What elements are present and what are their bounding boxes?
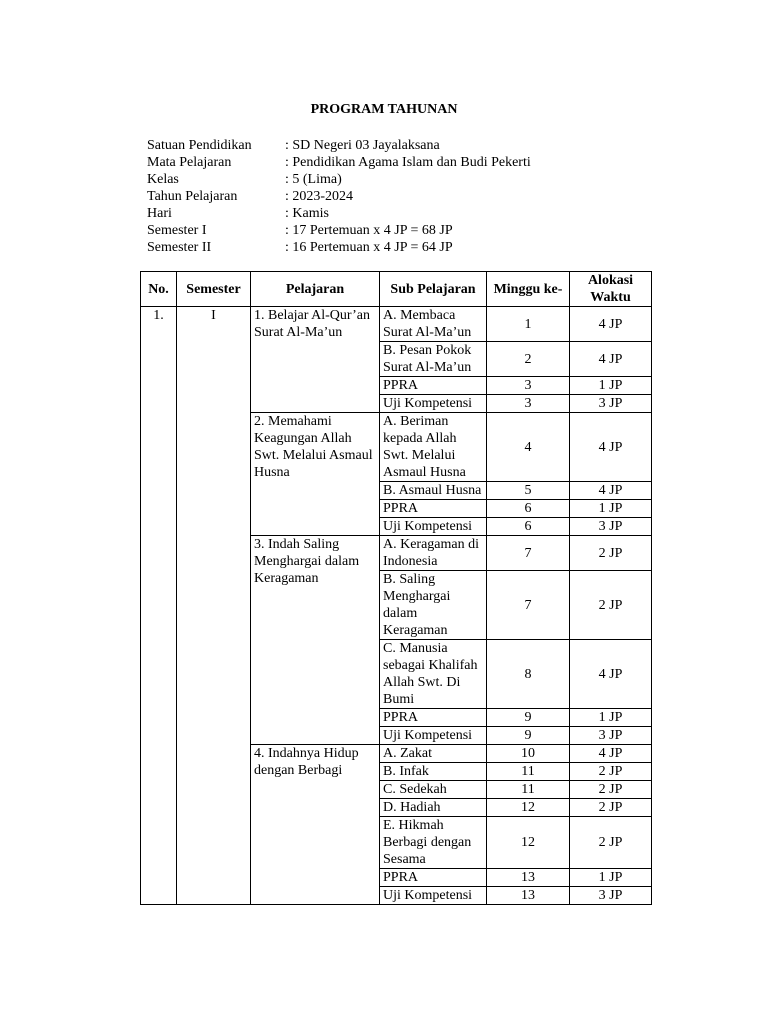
meta-label: Hari bbox=[147, 206, 172, 221]
week-cell: 7 bbox=[487, 571, 570, 640]
sub-lesson: PPRA bbox=[380, 500, 487, 518]
time-cell: 4 JP bbox=[570, 482, 652, 500]
meta-value: : Pendidikan Agama Islam dan Budi Pekerti bbox=[285, 155, 531, 170]
week-cell: 13 bbox=[487, 869, 570, 887]
meta-label: Semester II bbox=[147, 240, 212, 255]
time-cell: 1 JP bbox=[570, 500, 652, 518]
header-pelajaran: Pelajaran bbox=[251, 272, 380, 307]
sub-lesson: Uji Kompetensi bbox=[380, 518, 487, 536]
time-cell: 3 JP bbox=[570, 518, 652, 536]
sub-lesson: B. Pesan Pokok Surat Al-Ma’un bbox=[380, 342, 487, 377]
meta-value: : 5 (Lima) bbox=[285, 172, 342, 187]
week-cell: 12 bbox=[487, 799, 570, 817]
meta-row bbox=[147, 239, 531, 256]
week-cell: 9 bbox=[487, 727, 570, 745]
time-cell: 4 JP bbox=[570, 745, 652, 763]
time-cell: 4 JP bbox=[570, 413, 652, 482]
meta-value: : Kamis bbox=[285, 206, 329, 221]
sub-lesson: Uji Kompetensi bbox=[380, 727, 487, 745]
sub-lesson: Uji Kompetensi bbox=[380, 395, 487, 413]
sub-lesson: PPRA bbox=[380, 709, 487, 727]
meta-label: Tahun Pelajaran bbox=[147, 189, 238, 204]
time-cell: 1 JP bbox=[570, 709, 652, 727]
meta-row bbox=[147, 205, 531, 222]
sub-lesson: B. Asmaul Husna bbox=[380, 482, 487, 500]
semester-cell: I bbox=[177, 307, 251, 905]
time-cell: 1 JP bbox=[570, 869, 652, 887]
table-row bbox=[141, 307, 652, 342]
header-sub-pelajaran: Sub Pelajaran bbox=[380, 272, 487, 307]
time-cell: 2 JP bbox=[570, 571, 652, 640]
header-semester: Semester bbox=[177, 272, 251, 307]
week-cell: 1 bbox=[487, 307, 570, 342]
document-title: PROGRAM TAHUNAN bbox=[310, 102, 458, 117]
sub-lesson: A. Keragaman di Indonesia bbox=[380, 536, 487, 571]
identity-block bbox=[147, 137, 531, 256]
week-cell: 10 bbox=[487, 745, 570, 763]
week-cell: 11 bbox=[487, 781, 570, 799]
week-cell: 13 bbox=[487, 887, 570, 905]
header-alokasi: Alokasi Waktu bbox=[570, 272, 652, 307]
time-cell: 2 JP bbox=[570, 799, 652, 817]
meta-row bbox=[147, 137, 531, 154]
sub-lesson: PPRA bbox=[380, 869, 487, 887]
time-cell: 3 JP bbox=[570, 727, 652, 745]
sub-lesson: C. Sedekah bbox=[380, 781, 487, 799]
week-cell: 3 bbox=[487, 377, 570, 395]
sub-lesson: PPRA bbox=[380, 377, 487, 395]
time-cell: 1 JP bbox=[570, 377, 652, 395]
meta-label: Satuan Pendidikan bbox=[147, 138, 252, 153]
header-no: No. bbox=[141, 272, 177, 307]
lesson-title: 2. Memahami Keagungan Allah Swt. Melalui Asmaul Husna bbox=[251, 413, 380, 536]
week-cell: 12 bbox=[487, 817, 570, 869]
lesson-title: 4. Indahnya Hidup dengan Berbagi bbox=[251, 745, 380, 905]
time-cell: 2 JP bbox=[570, 763, 652, 781]
meta-value: : 2023-2024 bbox=[285, 189, 354, 204]
week-cell: 9 bbox=[487, 709, 570, 727]
sub-lesson: D. Hadiah bbox=[380, 799, 487, 817]
table-header-row bbox=[141, 272, 652, 307]
meta-value: : SD Negeri 03 Jayalaksana bbox=[285, 138, 440, 153]
week-cell: 8 bbox=[487, 640, 570, 709]
sub-lesson: B. Infak bbox=[380, 763, 487, 781]
sub-lesson: A. Beriman kepada Allah Swt. Melalui Asmaul Husna bbox=[380, 413, 487, 482]
meta-label: Semester I bbox=[147, 223, 207, 238]
meta-row bbox=[147, 222, 531, 239]
header-minggu: Minggu ke- bbox=[487, 272, 570, 307]
week-cell: 2 bbox=[487, 342, 570, 377]
row-number: 1. bbox=[141, 307, 177, 905]
time-cell: 3 JP bbox=[570, 395, 652, 413]
week-cell: 7 bbox=[487, 536, 570, 571]
meta-value: : 17 Pertemuan x 4 JP = 68 JP bbox=[285, 223, 453, 238]
time-cell: 2 JP bbox=[570, 781, 652, 799]
meta-value: : 16 Pertemuan x 4 JP = 64 JP bbox=[285, 240, 453, 255]
meta-label: Mata Pelajaran bbox=[147, 155, 232, 170]
sub-lesson: Uji Kompetensi bbox=[380, 887, 487, 905]
sub-lesson: A. Membaca Surat Al-Ma’un bbox=[380, 307, 487, 342]
sub-lesson: A. Zakat bbox=[380, 745, 487, 763]
lesson-title: 3. Indah Saling Menghargai dalam Keragaman bbox=[251, 536, 380, 745]
time-cell: 4 JP bbox=[570, 307, 652, 342]
week-cell: 6 bbox=[487, 500, 570, 518]
time-cell: 3 JP bbox=[570, 887, 652, 905]
annual-program-table bbox=[140, 271, 652, 905]
time-cell: 4 JP bbox=[570, 342, 652, 377]
week-cell: 3 bbox=[487, 395, 570, 413]
meta-row bbox=[147, 188, 531, 205]
week-cell: 11 bbox=[487, 763, 570, 781]
meta-label: Kelas bbox=[147, 172, 179, 187]
sub-lesson: C. Manusia sebagai Khalifah Allah Swt. Di Bumi bbox=[380, 640, 487, 709]
time-cell: 2 JP bbox=[570, 536, 652, 571]
week-cell: 4 bbox=[487, 413, 570, 482]
meta-row bbox=[147, 154, 531, 171]
meta-row bbox=[147, 171, 531, 188]
time-cell: 2 JP bbox=[570, 817, 652, 869]
time-cell: 4 JP bbox=[570, 640, 652, 709]
lesson-title: 1. Belajar Al-Qur’an Surat Al-Ma’un bbox=[251, 307, 380, 413]
week-cell: 5 bbox=[487, 482, 570, 500]
sub-lesson: B. Saling Menghargai dalam Keragaman bbox=[380, 571, 487, 640]
week-cell: 6 bbox=[487, 518, 570, 536]
sub-lesson: E. Hikmah Berbagi dengan Sesama bbox=[380, 817, 487, 869]
